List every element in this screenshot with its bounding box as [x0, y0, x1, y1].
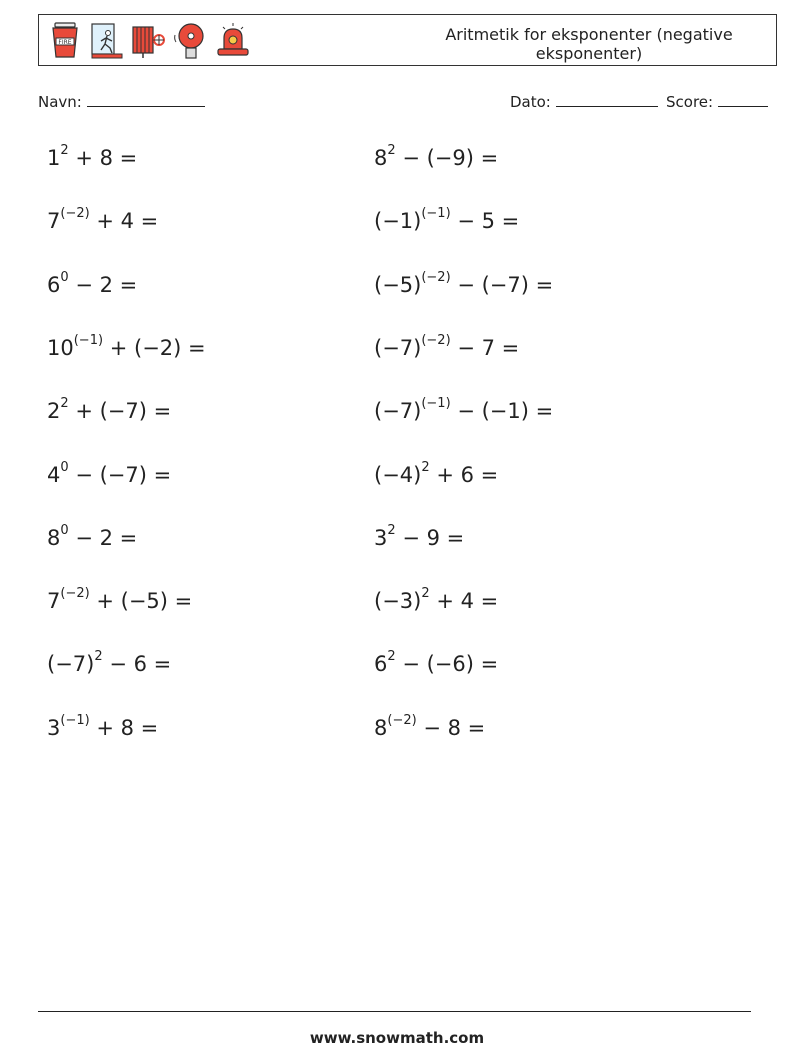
problem-item: [374, 649, 499, 677]
problem-item: [47, 712, 159, 740]
problem-base: 4: [47, 462, 61, 487]
problem-exponent: (−2): [421, 332, 451, 348]
problem-base: (−7): [374, 335, 422, 360]
header-icons: [47, 21, 251, 61]
problem-base: (−3): [374, 589, 422, 614]
problem-base: 3: [47, 715, 61, 740]
footer-divider: [38, 1011, 751, 1012]
name-line[interactable]: [87, 92, 205, 107]
problem-exponent: 2: [60, 143, 69, 158]
problem-item: [47, 396, 172, 424]
problem-exponent: (−1): [421, 206, 451, 222]
fire-hose-icon: [131, 21, 167, 61]
name-label: Navn:: [38, 93, 82, 111]
problem-exponent: 2: [421, 459, 430, 475]
problem-exponent: 2: [421, 586, 430, 602]
problem-base: (−4): [374, 462, 422, 487]
problem-exponent: (−2): [60, 206, 90, 222]
problem-item: [47, 586, 193, 614]
problem-exponent: 0: [60, 522, 69, 538]
problem-base: 1: [47, 146, 61, 170]
problem-item: [374, 522, 465, 550]
problem-exponent: 0: [60, 269, 69, 285]
problem-item: [47, 459, 172, 487]
score-field: [666, 92, 768, 111]
problem-rest: − (−6) =: [402, 652, 499, 677]
problem-exponent: (−2): [421, 269, 451, 285]
worksheet-title: Aritmetik for eksponenter (negative eksponenter): [445, 25, 733, 63]
problem-rest: − 5 =: [457, 209, 520, 234]
problem-exponent: 2: [94, 649, 103, 665]
problem-rest: − 2 =: [75, 525, 138, 550]
problem-base: (−5): [374, 272, 422, 297]
problem-item: [374, 586, 499, 614]
problem-rest: − 2 =: [75, 272, 138, 297]
problem-exponent: 2: [60, 396, 69, 412]
problem-item: [374, 206, 520, 234]
problem-item: [47, 269, 138, 297]
problem-rest: + (−2) =: [109, 335, 206, 360]
fire-bucket-icon: [47, 21, 83, 61]
problem-exponent: (−1): [60, 712, 90, 728]
problem-rest: − 6 =: [109, 652, 172, 677]
footer-url[interactable]: www.snowmath.com: [309, 1029, 485, 1047]
problem-rest: + 4 =: [436, 589, 499, 614]
problem-item: [374, 459, 499, 487]
problem-rest: + 4 =: [96, 209, 159, 234]
problem-base: 8: [374, 715, 388, 740]
problem-item: [47, 649, 172, 677]
problem-rest: + 8 =: [75, 146, 138, 170]
svg-text:FIRE: FIRE: [58, 39, 72, 46]
problem-rest: + (−5) =: [96, 589, 193, 614]
problem-exponent: 2: [387, 649, 396, 665]
problem-exponent: (−1): [73, 332, 104, 348]
problem-exponent: (−2): [60, 586, 90, 602]
problem-item: [374, 143, 499, 170]
problem-item: [47, 206, 159, 234]
problem-rest: − 9 =: [402, 525, 465, 550]
problem-base: 7: [47, 209, 61, 234]
problem-item: [47, 522, 138, 550]
problem-base: 8: [374, 146, 388, 170]
problem-rest: − (−1) =: [457, 399, 554, 424]
problem-item: [374, 332, 520, 360]
problem-rest: + 6 =: [436, 462, 499, 487]
name-field: [38, 92, 205, 111]
problem-item: [374, 712, 486, 740]
emergency-exit-icon: [89, 21, 125, 61]
problem-rest: + (−7) =: [75, 399, 172, 424]
score-label: Score:: [666, 93, 714, 111]
problem-base: 10: [47, 335, 74, 360]
problem-rest: − 8 =: [423, 715, 486, 740]
problem-rest: − (−7) =: [75, 462, 172, 487]
problem-rest: − (−9) =: [402, 146, 499, 170]
problem-base: 8: [47, 525, 61, 550]
problem-base: 3: [374, 525, 388, 550]
score-line[interactable]: [718, 92, 768, 107]
emergency-siren-icon: [215, 21, 251, 61]
problem-base: (−1): [374, 209, 422, 234]
date-label: Dato:: [510, 93, 551, 111]
problem-base: 2: [47, 399, 61, 424]
problem-base: (−7): [374, 399, 422, 424]
problem-exponent: 2: [387, 522, 396, 538]
problem-base: (−7): [47, 652, 95, 677]
problem-item: [47, 332, 206, 360]
problem-exponent: (−1): [421, 396, 451, 412]
problem-rest: + 8 =: [96, 715, 159, 740]
fire-alarm-bell-icon: [173, 21, 209, 61]
problem-exponent: 0: [60, 459, 69, 475]
date-line[interactable]: [556, 92, 658, 107]
problem-base: 6: [47, 272, 61, 297]
problem-item: [374, 269, 554, 297]
problem-base: 6: [374, 652, 388, 677]
problem-rest: − 7 =: [457, 335, 520, 360]
header-box: [38, 14, 777, 66]
date-field: [510, 92, 658, 111]
problem-base: 7: [47, 589, 61, 614]
problem-item: [374, 396, 554, 424]
problem-item: [47, 143, 138, 170]
problem-exponent: 2: [387, 143, 396, 158]
problem-exponent: (−2): [387, 712, 417, 728]
problem-rest: − (−7) =: [457, 272, 554, 297]
